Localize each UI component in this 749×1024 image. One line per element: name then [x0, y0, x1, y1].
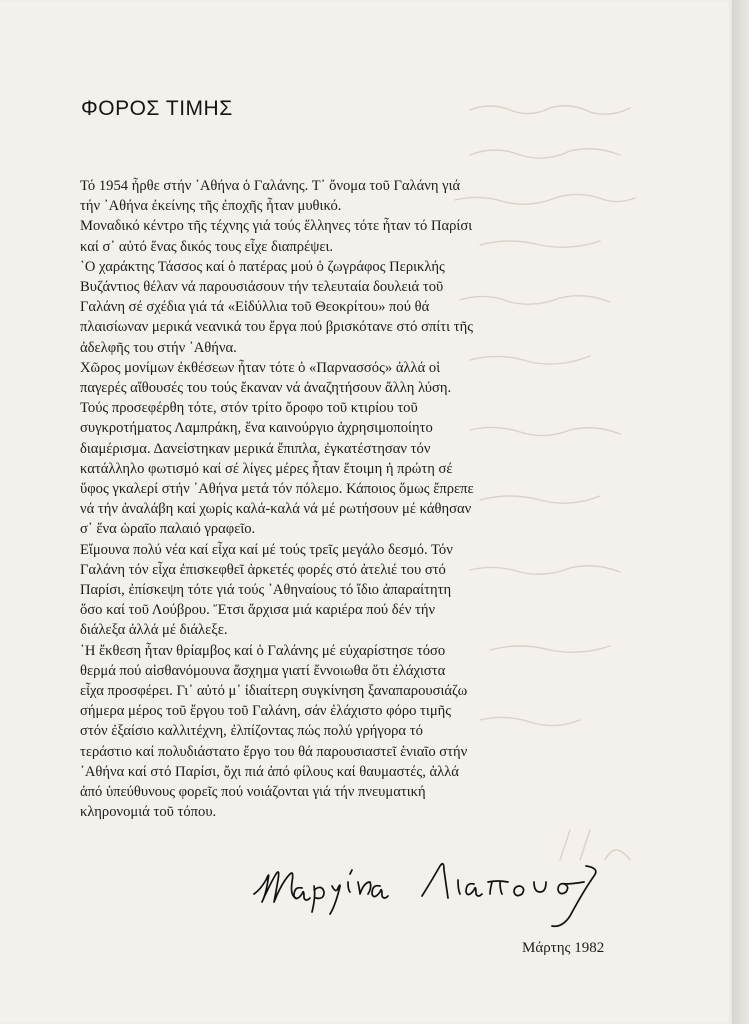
text-line: ὕφος γκαλερί στήν ᾽Αθήνα μετά τόν πόλεμο. Κάποιος ὅμως ἔπρεπε [80, 481, 474, 498]
text-line: θερμά πού αἰσθανόμουνα ἄσχημα γιατί ἔννοιωθα ὅτι ἐλάχιστα [80, 662, 446, 679]
text-line: σήμερα μέρος τοῦ ἔργου τοῦ Γαλάνη, σάν ἐλάχιστο φόρο τιμῆς [80, 703, 452, 720]
text-line: ῾Η ἔκθεση ἦταν θρίαμβος καί ὁ Γαλάνης μέ εὐχαρίστησε τόσο [80, 642, 446, 659]
handwritten-signature [250, 852, 630, 932]
text-line: Γαλάνη τόν εἶχα ἐπισκεφθεῖ ἀρκετές φορές στό ἀτελιέ του στό [80, 561, 446, 578]
text-line: ἀπό ὑπεύθυνους φορεῖς πού νοιάζονται γιά τήν πνευματική [80, 784, 426, 801]
text-line: ὅσο καί τοῦ Λούβρου. Ἔτσι ἄρχισα μιά καριέρα πού δέν τήν [80, 602, 436, 619]
text-line: Εἴμουνα πολύ νέα καί εἶχα καί μέ τούς τρεῖς μεγάλο δεσμό. Τόν [80, 541, 453, 558]
text-line: συγκροτήματος Λαμπράκη, ἕνα καινούργιο ἀχρησιμοποίητο [80, 420, 433, 437]
page-edge [732, 0, 749, 1024]
text-line: Τούς προσεφέρθη τότε, στόν τρίτο ὄροφο τοῦ κτιρίου τοῦ [80, 400, 418, 417]
text-line: πλαισίωναν μερικά νεανικά του ἔργα πού βρισκότανε στό σπίτι τῆς [80, 319, 474, 336]
text-line: τεράστιο καί πολυδιάστατο ἔργο του θά παρουσιαστεῖ ἑνιαῖο στήν [80, 743, 468, 760]
text-line: τήν ᾽Αθήνα ἐκείνης τῆς ἐποχῆς ἦταν μυθικό. [80, 198, 342, 215]
text-line: νά τήν ἀναλάβη καί χωρίς καλά-καλά νά μέ ρωτήσουν μέ κάθησαν [80, 501, 472, 518]
text-line: Τό 1954 ἦρθε στήν ᾽Αθήνα ὁ Γαλάνης. Τ᾽ ὄνομα τοῦ Γαλάνη γιά [80, 178, 461, 194]
text-line: κληρονομιά τοῦ τόπου. [80, 804, 217, 821]
text-line: Χῶρος μονίμων ἐκθέσεων ἦταν τότε ὁ «Παρνασσός» ἀλλά οἱ [80, 359, 441, 376]
text-line: ᾽Αθήνα καί στό Παρίσι, ὄχι πιά ἀπό φίλους καί θαυμαστές, ἀλλά [80, 763, 459, 780]
text-line: ῾Ο χαράκτης Τάσσος καί ὁ πατέρας μού ὁ ζωγράφος Περικλής [80, 258, 445, 275]
text-line: Παρίσι, ἐπίσκεψη τότε γιά τούς ᾽Αθηναίους τό ἴδιο ἀπαραίτητη [80, 582, 452, 599]
text-line: κατάλληλο φωτισμό καί σέ λίγες μέρες ἦταν ἕτοιμη ἡ πρώτη σέ [80, 460, 453, 477]
page-title: ΦΟΡΟΣ ΤΙΜΗΣ [81, 97, 233, 120]
date-line: Μάρτης 1982 [522, 940, 605, 956]
text-line: Μοναδικό κέντρο τῆς τέχνης γιά τούς ἕλληνες τότε ἦταν τό Παρίσι [80, 218, 473, 235]
text-line: Βυζάντιος θέλαν νά παρουσιάσουν τήν τελευταία δουλειά τοῦ [80, 279, 444, 296]
text-line: διαμέρισμα. Δανείστηκαν μερικά ἔπιπλα, ἐγκατέστησαν τόν [80, 440, 431, 457]
text-line: καί σ᾽ αὐτό ἕνας δικός τους εἶχε διαπρέψει. [80, 238, 334, 255]
text-line: ἀδελφῆς του στήν ᾽Αθήνα. [80, 339, 237, 356]
text-line: στόν ἐξαίσιο καλλιτέχνη, ἐλπίζοντας πώς πολύ γρήγορα τό [80, 723, 423, 740]
text-line: διάλεξα ἀλλά μέ διάλεξε. [80, 622, 228, 639]
text-line: σ᾽ ἕνα ὡραῖο παλαιό γραφεῖο. [80, 521, 256, 538]
text-line: Γαλάνη σέ σχέδια γιά τά «Εἰδύλλια τοῦ Θεοκρίτου» πού θά [80, 299, 430, 316]
text-line: παγερές αἴθουσές του τούς ἔκαναν νά ἀναζητήσουν ἄλλη λύση. [80, 380, 452, 397]
text-line: εἶχα προσφέρει. Γι᾽ αὐτό μ᾽ ἰδιαίτερη συγκίνηση ξαναπαρουσιάζω [80, 683, 468, 700]
body-text [80, 176, 680, 823]
